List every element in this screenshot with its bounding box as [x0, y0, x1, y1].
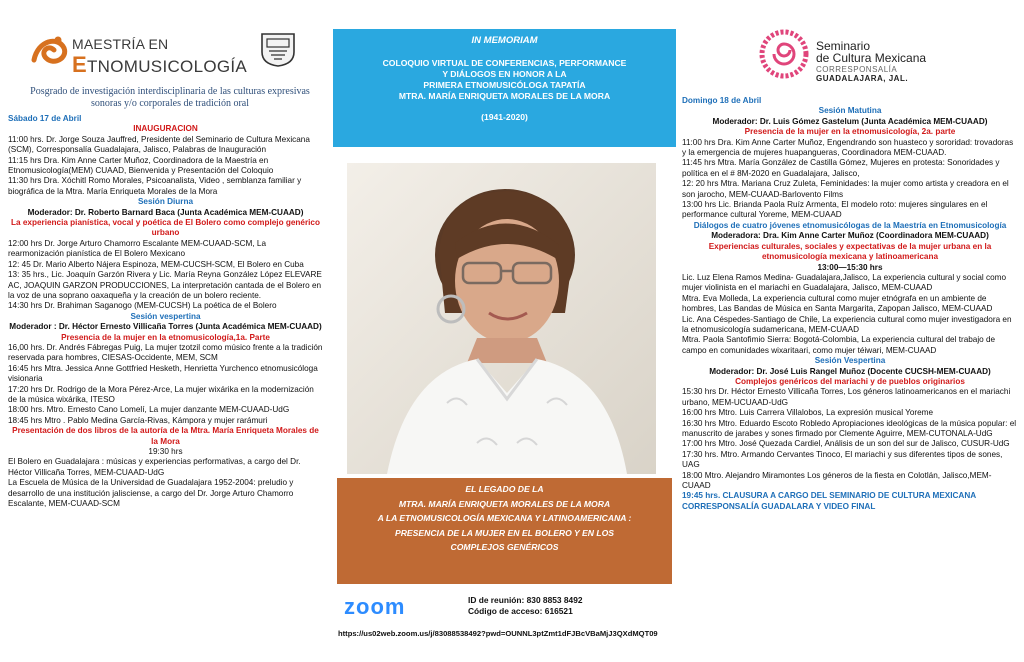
in-memoriam-box	[333, 29, 676, 147]
program-heading: Moderador : Dr. Héctor Ernesto Villicaña Torres (Junta Académica MEM-CUAAD)	[9, 322, 322, 332]
program-heading: Diálogos de cuatro jóvenes etnomusicólogas de la Maestría en Etnomusicología	[693, 220, 1007, 230]
university-seal-icon	[258, 28, 298, 68]
legado-box	[337, 478, 672, 584]
legado-line: EL LEGADO DE LA	[465, 484, 544, 494]
logo-line-2: ETNOMUSICOLOGÍA	[72, 52, 248, 77]
legado-line: PRESENCIA DE LA MUJER EN EL BOLERO Y EN LOS	[394, 527, 615, 538]
program-heading: Domingo 18 de Abril	[682, 96, 762, 105]
seminario-city: GUADALAJARA, JAL.	[816, 74, 909, 83]
legado-line: MTRA. MARÍA ENRIQUETA MORALES DE LA MORA	[398, 498, 611, 509]
seminario-logo	[758, 28, 1006, 84]
program-heading: Sesión Diurna	[137, 197, 194, 207]
program-entry: 16,00 hrs. Dr. Andrés Fábregas Puig, La mujer tzotzil como músico frente a la tradición reservada para hombres, CIESAS-Occidente, MEM, SCM	[8, 342, 323, 363]
program-heading: 19:45 hrs. CLAUSURA A CARGO DEL SEMINARIO DE CULTURA MEXICANA CORRESPONSALÍA GUADALARA Y VIDEO FINAL	[682, 491, 976, 511]
program-entry: 11:45 hrs Mtra. María González de Castilla Gómez, Mujeres en protesta: Sonoridades y política en el # 8M-2020 en Guadalajara, Jalisco,	[682, 158, 1000, 178]
program-entry: 14:30 hrs Dr. Brahiman Saganogo (MEM-CUCSH) La poética de el Bolero	[8, 301, 277, 311]
program-entry: 17:00 hrs Mtro. José Quezada Cardiel, Análisis de un son del sur de Jalisco, CUSUR-UdG	[682, 439, 1010, 449]
program-subtitle: Posgrado de investigación interdisciplinaria de las culturas expresivas sonoras y/o corporales de tradición oral	[30, 86, 310, 109]
program-heading: Experiencias culturales, sociales y expectativas de la mujer urbana en la etnomusicología mexicana y latinoamericana	[708, 241, 992, 262]
program-heading: Presencia de la mujer en la etnomusicología,1a. Parte	[61, 332, 270, 342]
program-heading: Sesión vespertina	[130, 311, 201, 321]
meeting-info	[468, 595, 583, 617]
program-heading: Presencia de la mujer en la etnomusicología, 2a. parte	[744, 127, 956, 137]
meeting-link[interactable]: https://us02web.zoom.us/j/83088538492?pwd=OUNNL3ptZmt1dFJBcVBaMjJ3QXdMQT09	[338, 629, 658, 638]
program-entry: 11:30 hrs Dra. Xóchitl Romo Morales, Psicoanalista, Video , semblanza familiar y biográfica de la Mtra. María Enriqueta Morales de la Mora	[8, 176, 302, 196]
program-entry: Lic. Luz Elena Ramos Medina- Guadalajara,Jalisco, La experiencia cultural y social como mujer violinista en el mariachi en Guadalajara, Jalisco, MEM-CUAAD	[682, 272, 1007, 293]
program-entry: 12: 20 hrs Mtra. Mariana Cruz Zuleta, Feminidades: la mujer como artista y creadora en el son jarocho, MEM-CUAAD-Barlovento Films	[682, 179, 1009, 199]
program-entry: 16:45 hrs Mtra. Jessica Anne Gottfried Hesketh, Henrietta Yurchenco etnomusicóloga visionaria	[8, 363, 318, 384]
sunday-program	[682, 96, 1018, 512]
memoriam-years: (1941-2020)	[481, 112, 528, 122]
zoom-logo: zoom	[344, 594, 406, 619]
program-entry: Lic. Ana Céspedes-Santiago de Chile, La experiencia cultural como mujer investigadora en la etnomusicología sudamericana, MEM-CUAAD	[682, 314, 1012, 334]
program-entry: 13:00 hrs Lic. Brianda Paola Ruíz Armenta, El modelo roto: mujeres singulares en el performance cultural Yoreme, MEM-CUAAD	[682, 200, 988, 220]
program-entry: Mtra. Eva Molleda, La experiencia cultural como mujer etnógrafa en un ambiente de hombres, Las Bandas de Música en Santa Margarita, Zapopan Jalisco, MEM-CUAAD	[682, 293, 993, 314]
program-entry: 12: 45 Dr. Mario Alberto Nájera Espinoza, MEM-CUCSH-SCM, El Bolero en Cuba	[8, 259, 304, 269]
seminario-corresponsalia: CORRESPONSALÍA	[816, 65, 898, 74]
seminario-title: Seminario	[816, 39, 871, 53]
legado-line: A LA ETNOMUSICOLOGÍA MEXICANA Y LATINOAMERICANA :	[377, 513, 632, 523]
program-heading: Moderador: Dr. Luis Gómez Gastelum (Junta Académica MEM-CUAAD)	[712, 116, 988, 126]
program-entry: 13: 35 hrs., Lic. Joaquín Garzón Rivera y Lic. María Reyna González López ELEVARE AC, JOAQUIN GARZON PRODUCCIONES, La interpretación cantada de el Bolero en la voz de una soprano oaxaqueña y la creación de un bolero reciente.	[8, 270, 322, 300]
portrait-photo	[347, 163, 656, 474]
program-heading: 13:00—15:30 hrs	[817, 262, 883, 272]
program-entry: Mtra. Paola Santofimio Sierra: Bogotá-Colombia, La experiencia cultural del trabajo de campo en comunidades wixaritaari, como mujer téiwari, MEM-CUAAD	[682, 335, 996, 355]
meeting-id: ID de reunión: 830 8853 8492	[468, 595, 583, 605]
memoriam-line: COLOQUIO VIRTUAL DE CONFERENCIAS, PERFORMANCE	[382, 58, 627, 68]
program-entry: 18:00 Mtro. Alejandro Miramontes Los géneros de la fiesta en Colotlán, Jalisco,MEM-CUAAD	[682, 470, 992, 491]
memoriam-line: MTRA. MARÍA ENRIQUETA MORALES DE LA MORA	[398, 91, 611, 101]
program-heading: Moderadora: Dra. Kim Anne Carter Muñoz (Coordinadora MEM-CUAAD)	[711, 231, 989, 241]
program-entry: 16:30 hrs Mtro. Eduardo Escoto Robledo Apropiaciones ideológicas de la música popular: el manuscrito de jarabes y sones firmado por Clemente Aguirre, MEM-CUTONALA-UdG	[682, 418, 1017, 438]
program-heading: La experiencia pianística, vocal y poética de El Bolero como complejo genérico urbano	[11, 218, 320, 238]
musician-swirl-icon	[28, 30, 70, 72]
program-entry: 11:00 hrs. Dr. Jorge Souza Jauffred, Presidente del Seminario de Cultura Mexicana (SCM), Corresponsalía Guadalajara, Jalisco, Palabras de Inauguración	[8, 134, 310, 155]
program-entry: 18:45 hrs Mtro . Pablo Medina García-Rivas, Kámpora y mujer rarámuri	[8, 415, 268, 425]
program-heading: Sesión Matutina	[818, 106, 882, 116]
program-entry: La Escuela de Música de la Universidad de Guadalajara 1952-2004: preludio y desarrollo de una institución jalisciense, a cargo del Dr. Jorge Arturo Chamorro Escalante, MEM-CUAAD-SCM	[8, 478, 294, 509]
program-entry: 15:30 hrs Dr. Héctor Ernesto Villicaña Torres, Los géneros latinoamericanos en el mariachi urbano, MEM-UCUAAD-UdG	[682, 387, 1011, 407]
program-heading: Sesión Vespertina	[814, 356, 886, 366]
program-entry: 11:15 hrs Dra. Kim Anne Carter Muñoz, Coordinadora de la Maestría en Etnomusicología(MEM) CUAAD, Bienvenida y Presentación del Coloquio	[8, 155, 274, 176]
logo-line-1: MAESTRÍA EN	[72, 36, 169, 52]
program-heading: Sábado 17 de Abril	[8, 114, 82, 123]
memoriam-line: Y DIÁLOGOS EN HONOR A LA	[442, 69, 567, 79]
legado-line: COMPLEJOS GENÉRICOS	[450, 542, 559, 552]
program-entry: 17:20 hrs Dr. Rodrigo de la Mora Pérez-Arce, La mujer wixárika en la modernización de la música wixárika, ITESO	[8, 384, 314, 404]
meeting-code: Código de acceso: 616521	[468, 606, 573, 616]
program-entry: 11:00 hrs Dra. Kim Anne Carter Muñoz, Engendrando son huasteco y sororidad: trovadoras y la emergencia de mujeres huapangueras, Coordinadora MEM-CUAAD.	[682, 137, 1014, 158]
program-heading: Complejos genéricos del mariachi y de pueblos originarios	[735, 376, 965, 386]
program-heading: 19:30 hrs	[148, 447, 183, 456]
program-heading: Presentación de dos libros de la autoría de la Mtra. María Enriqueta Morales de la Mora	[12, 426, 319, 446]
saturday-program	[8, 114, 323, 509]
memoriam-line: PRIMERA ETNOMUSICÓLOGA TAPATÍA	[423, 80, 586, 90]
memoriam-title: IN MEMORIAM	[471, 35, 538, 46]
program-entry: El Bolero en Guadalajara : músicas y experiencias performativas, a cargo del Dr. Héctor Villicaña Torres, MEM-CUAAD-UdG	[8, 457, 301, 477]
program-entry: 17:30 hrs. Mtro. Armando Cervantes Tinoco, El mariachi y sus diferentes tipos de sones, UAG	[682, 449, 1003, 470]
program-heading: Moderador: Dr. José Luis Rangel Muñoz (Docente CUCSH-MEM-CUAAD)	[709, 366, 991, 376]
program-entry: 12:00 hrs Dr. Jorge Arturo Chamorro Escalante MEM-CUAAD-SCM, La rearmonización pianística de El Bolero Mexicano	[8, 238, 266, 259]
spiral-sun-icon	[758, 28, 810, 80]
program-entry: 16:00 hrs Mtro. Luis Carrera Villalobos, La expresión musical Yoreme	[682, 408, 934, 418]
program-entry: 18:00 hrs. Mtro. Ernesto Cano Lomelí, La mujer danzante MEM-CUAAD-UdG	[8, 405, 290, 415]
program-heading: INAUGURACION	[133, 124, 198, 134]
program-heading: Moderador: Dr. Roberto Barnard Baca (Junta Académica MEM-CUAAD)	[27, 207, 304, 217]
seminario-subtitle: de Cultura Mexicana	[816, 51, 927, 65]
